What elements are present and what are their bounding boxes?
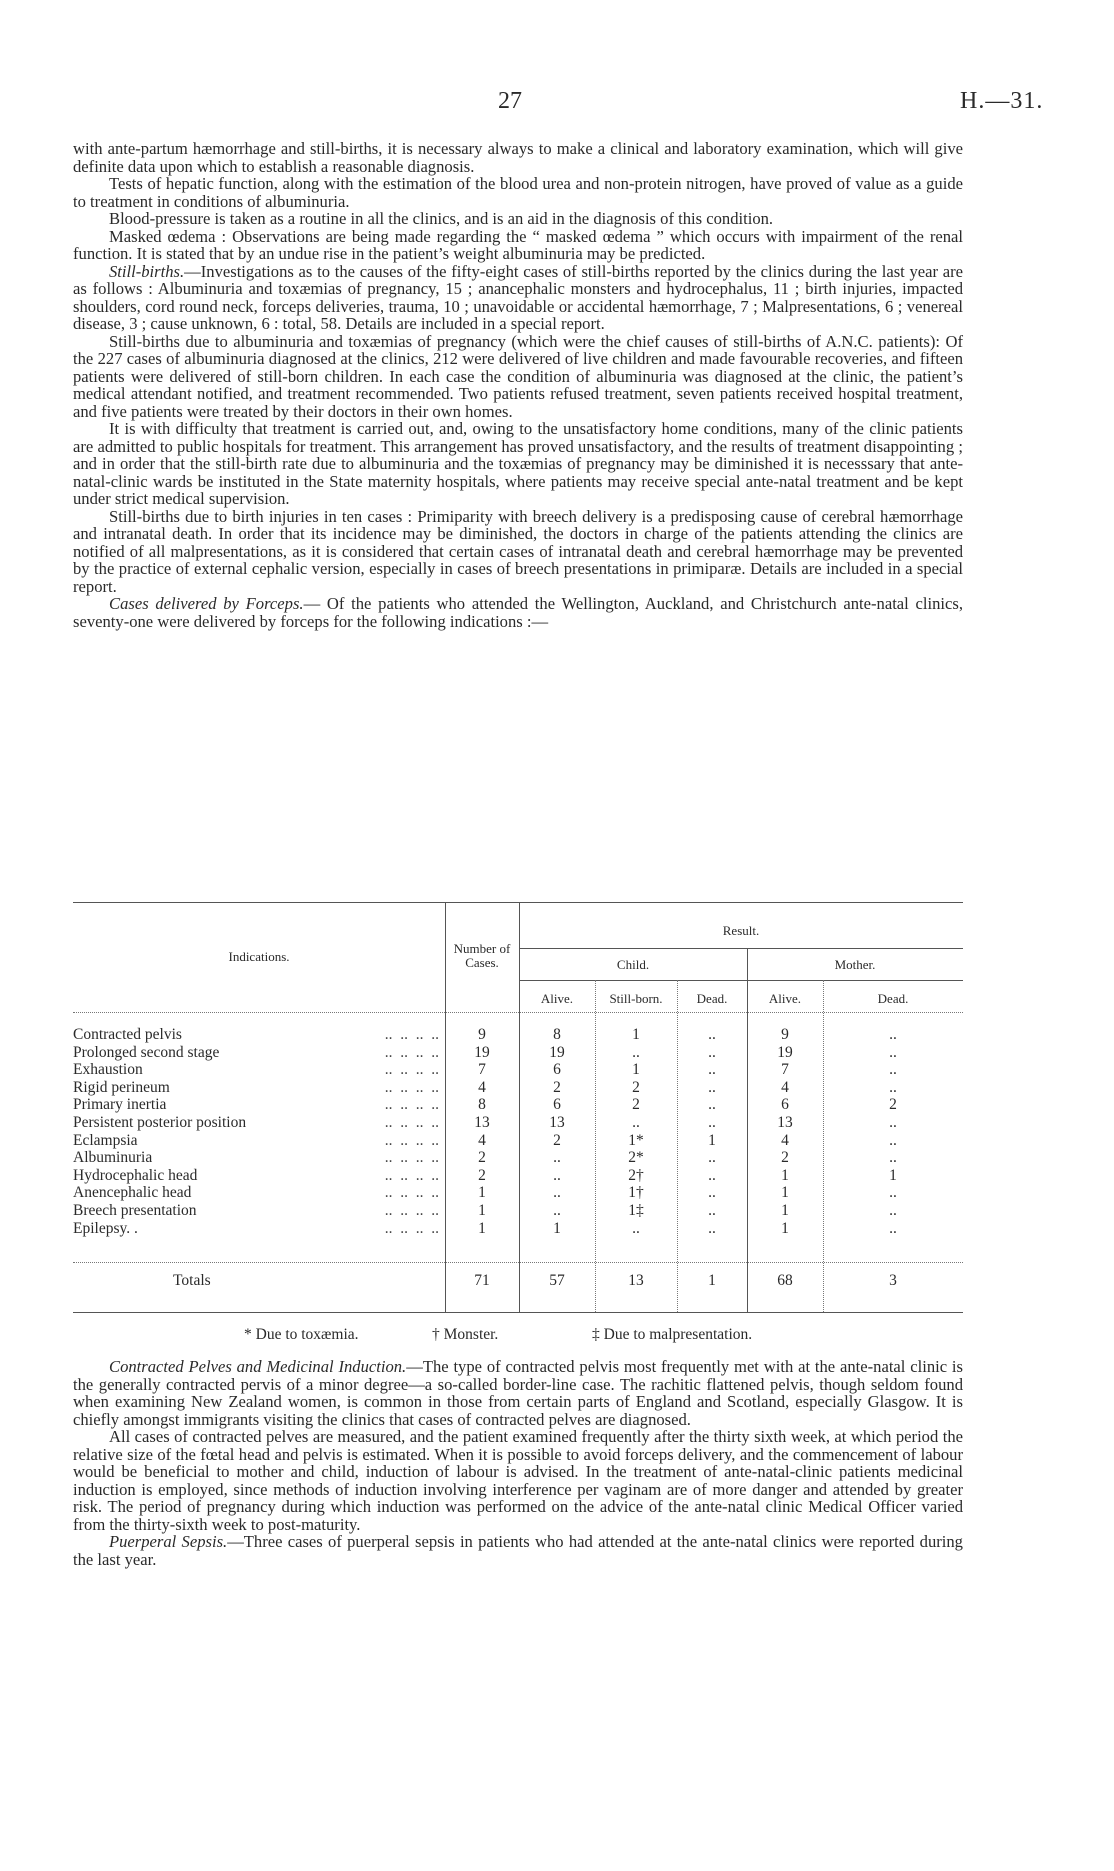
cell-mother-alive: 1 <box>781 1219 789 1237</box>
header-indications: Indications. <box>228 949 290 964</box>
totals-cases: 71 <box>474 1272 490 1289</box>
cell-cases: 7 <box>478 1061 486 1079</box>
paragraph-contracted-pelves: Contracted Pelves and Medicinal Induction.—The type of contracted pelvis most frequently met with at the ante-natal clinic is the generally contracted pervis of a minor degree—a so-called border-line case. The rachitic flattened pelvis, though seldom found when examining New Zealand women, is common in those from certain parts of England and Scotland, especially Glasgow. It is chiefly amongst immigrants visiting the clinics that cases of contracted pelves are diagnosed. <box>73 1357 963 1429</box>
header-mother: Mother. <box>834 957 876 972</box>
italic-lead: Still-births. <box>109 261 185 281</box>
cell-still-born: 1† <box>628 1184 644 1202</box>
cell-mother-dead: .. <box>889 1078 897 1096</box>
cell-cases: 9 <box>478 1026 486 1043</box>
row-indication: Contracted pelvis .. .. .. .. <box>73 1026 439 1043</box>
header-still-born: Still-born. <box>609 991 663 1006</box>
cell-mother-alive: 4 <box>781 1078 789 1096</box>
cell-cases: 1 <box>478 1219 486 1237</box>
cell-child-dead: .. <box>708 1149 716 1167</box>
cell-mother-dead: .. <box>889 1026 897 1043</box>
cell-child-alive: 6 <box>553 1061 561 1079</box>
italic-lead: Contracted Pelves and Medicinal Induction. <box>109 1357 407 1376</box>
totals-mother-alive: 68 <box>777 1272 793 1289</box>
cell-child-dead: .. <box>708 1096 716 1114</box>
row-indication: Epilepsy. . .. .. .. .. <box>73 1219 439 1237</box>
cell-child-alive: 19 <box>549 1043 565 1061</box>
cell-cases: 13 <box>474 1114 490 1131</box>
cell-mother-dead: .. <box>889 1149 897 1167</box>
cell-still-born: 2 <box>632 1078 640 1096</box>
outro-text <box>73 1358 963 1568</box>
paragraph: Masked œdema : Observations are being made regarding the “ masked œdema ” which occurs with impairment of the renal function. It is stated that by an undue rise in the patient’s weight albuminuria may be predicted. <box>73 226 963 263</box>
cell-child-alive: 13 <box>549 1114 565 1131</box>
row-indication: Persistent posterior position .. .. .. .. <box>73 1114 439 1131</box>
cell-mother-dead: .. <box>889 1061 897 1079</box>
cell-mother-alive: 1 <box>781 1202 789 1219</box>
cell-child-alive: .. <box>553 1166 561 1184</box>
paragraph: It is with difficulty that treatment is carried out, and, owing to the unsatisfactory home conditions, many of the clinic patients are admitted to public hospitals for treatment. This arrangement has proved unsatisfactory, and the results of treatment disappointing ; and in order that the still-birth rate due to albuminuria and the toxæmias of pregnancy may be diminished it is necesssary that ante-natal-clinic wards be instituted in the State maternity hospitals, where patients may receive special ante-natal treatment and be kept under strict medical supervision. <box>73 419 963 508</box>
italic-lead: Cases delivered by Forceps. <box>109 594 304 613</box>
header-child: Child. <box>616 957 650 972</box>
cell-cases: 2 <box>478 1166 486 1184</box>
footnote-toxaemia: * Due to toxæmia. <box>244 1326 359 1343</box>
cell-cases: 19 <box>474 1043 490 1061</box>
footnote-malpresentation: ‡ Due to malpresentation. <box>592 1326 753 1343</box>
cell-mother-alive: 1 <box>781 1166 789 1184</box>
cell-mother-alive: 13 <box>777 1114 793 1131</box>
cell-mother-dead: .. <box>889 1184 897 1202</box>
cell-child-alive: 2 <box>553 1078 561 1096</box>
cell-mother-alive: 6 <box>781 1096 789 1114</box>
document-reference: H.—31. <box>960 88 1044 114</box>
cell-mother-alive: 7 <box>781 1061 789 1079</box>
cell-cases: 1 <box>478 1184 486 1202</box>
totals-child-alive: 57 <box>549 1272 565 1289</box>
paragraph: Blood-pressure is taken as a routine in all the clinics, and is an aid in the diagnosis of this condition. <box>109 209 774 228</box>
cell-mother-alive: 4 <box>781 1131 789 1149</box>
cell-mother-alive: 2 <box>781 1149 789 1167</box>
cell-child-dead: .. <box>708 1114 716 1131</box>
cell-mother-alive: 1 <box>781 1184 789 1202</box>
cell-child-dead: .. <box>708 1026 716 1043</box>
cell-child-alive: 2 <box>553 1131 561 1149</box>
cell-cases: 2 <box>478 1149 486 1167</box>
cell-child-alive: 1 <box>553 1219 561 1237</box>
page-number: 27 <box>498 88 522 114</box>
cell-still-born: .. <box>632 1114 640 1131</box>
italic-lead: Puerperal Sepsis. <box>109 1532 228 1551</box>
cell-child-dead: .. <box>708 1202 716 1219</box>
paragraph: Tests of hepatic function, along with the estimation of the blood urea and non-protein nitrogen, have proved of value as a guide to treatment in conditions of albuminuria. <box>73 174 963 211</box>
cell-child-dead: .. <box>708 1219 716 1237</box>
intro-text <box>73 140 963 630</box>
cell-child-alive: 6 <box>553 1096 561 1114</box>
paragraph-forceps: Cases delivered by Forceps.— Of the patients who attended the Wellington, Auckland, and Christchurch ante-natal clinics, seventy-one were delivered by forceps for the following indications :— <box>73 594 963 631</box>
cell-still-born: 2* <box>628 1149 644 1167</box>
cell-still-born: 1 <box>632 1061 640 1079</box>
paragraph: All cases of contracted pelves are measured, and the patient examined frequently after the thirty sixth week, at which period the relative size of the fœtal head and pelvis is estimated. When it is possible to avoid forceps delivery, and the commencement of labour would be beneficial to mother and child, induction of labour is advised. In the treatment of ante-natal-clinic patients medicinal induction is employed, since methods of induction involving interference per vaginam are of more danger and attended by greater risk. The period of pregnancy during which induction was performed on the advice of the ante-natal clinic Medical Officer varied from the thirty-sixth week to post-maturity. <box>73 1427 963 1534</box>
cell-still-born: 1‡ <box>628 1202 644 1219</box>
cell-mother-dead: .. <box>889 1114 897 1131</box>
cell-still-born: 2 <box>632 1096 640 1114</box>
row-indication: Prolonged second stage .. .. .. .. <box>73 1043 439 1061</box>
cell-mother-dead: .. <box>889 1131 897 1149</box>
cell-mother-dead: .. <box>889 1202 897 1219</box>
forceps-indications-table <box>73 902 963 1314</box>
cell-child-alive: .. <box>553 1202 561 1219</box>
row-indication: Breech presentation .. .. .. .. <box>73 1202 439 1219</box>
row-indication: Rigid perineum .. .. .. .. <box>73 1078 439 1096</box>
cell-cases: 1 <box>478 1202 486 1219</box>
row-indication: Anencephalic head .. .. .. .. <box>73 1184 439 1202</box>
totals-mother-dead: 3 <box>889 1272 897 1289</box>
header-child-dead: Dead. <box>696 991 728 1006</box>
cell-child-dead: .. <box>708 1043 716 1061</box>
row-indication: Eclampsia .. .. .. .. <box>73 1131 439 1149</box>
cell-child-dead: .. <box>708 1184 716 1202</box>
cell-mother-alive: 9 <box>781 1026 789 1043</box>
cell-still-born: 1 <box>632 1026 640 1043</box>
cell-mother-alive: 19 <box>777 1043 793 1061</box>
totals-still-born: 13 <box>628 1272 644 1289</box>
cell-cases: 4 <box>478 1078 486 1096</box>
cell-child-dead: .. <box>708 1166 716 1184</box>
header-result: Result. <box>722 923 760 938</box>
header-mother-dead: Dead. <box>877 991 909 1006</box>
cell-still-born: .. <box>632 1043 640 1061</box>
cell-cases: 8 <box>478 1096 486 1114</box>
cell-cases: 4 <box>478 1131 486 1149</box>
totals-label: Totals <box>173 1272 211 1289</box>
row-indication: Primary inertia .. .. .. .. <box>73 1096 439 1114</box>
cell-child-alive: .. <box>553 1149 561 1167</box>
paragraph: Still-births due to albuminuria and toxæmias of pregnancy (which were the chief causes of still-births of A.N.C. patients): Of the 227 cases of albuminuria diagnosed at the clinics, 212 were delivered of live children and made favourable recoveries, and fifteen patients were delivered of still-born children. In each case the condition of albuminuria was diagnosed at the clinic, the patient’s medical attendant notified, and treatment recommended. Two patients refused treatment, seven patients received hospital treatment, and five patients were treated by their doctors in their own homes. <box>73 331 963 421</box>
header-number-of-cases: Number of Cases. <box>453 941 511 970</box>
row-indication: Exhaustion .. .. .. .. <box>73 1061 439 1079</box>
paragraph: with ante-partum hæmorrhage and still-births, it is necessary always to make a clinical and laboratory examination, which will give definite data upon which to establish a reasonable diagnosis. <box>73 139 963 176</box>
cell-mother-dead: 1 <box>889 1166 897 1184</box>
header-mother-alive: Alive. <box>768 991 802 1006</box>
cell-mother-dead: .. <box>889 1219 897 1237</box>
cell-child-dead: 1 <box>708 1131 716 1149</box>
header-child-alive: Alive. <box>540 991 574 1006</box>
row-indication: Hydrocephalic head .. .. .. .. <box>73 1166 439 1184</box>
footnote-monster: † Monster. <box>432 1326 499 1343</box>
cell-mother-dead: .. <box>889 1043 897 1061</box>
cell-still-born: 1* <box>628 1131 644 1149</box>
paragraph-puerperal-sepsis: Puerperal Sepsis.—Three cases of puerperal sepsis in patients who had attended at the ante-natal clinics were reported during the last year. <box>73 1532 963 1569</box>
cell-child-alive: .. <box>553 1184 561 1202</box>
cell-child-dead: .. <box>708 1078 716 1096</box>
cell-child-dead: .. <box>708 1061 716 1079</box>
cell-child-alive: 8 <box>553 1026 561 1043</box>
cell-mother-dead: 2 <box>889 1096 897 1114</box>
cell-still-born: .. <box>632 1219 640 1237</box>
totals-child-dead: 1 <box>708 1272 716 1289</box>
paragraph-still-births: Still-births.—Investigations as to the causes of the fifty-eight cases of still-births reported by the clinics during the last year are as follows : Albuminuria and toxæmias of pregnancy, 15 ; anancephalic monsters and hydrocephalus, 11 ; birth injuries, impacted shoulders, cord round neck, forceps deliveries, trauma, 10 ; unavoidable or accidental hæmorrhage, 7 ; Malpresentations, 6 ; venereal disease, 3 ; cause unknown, 6 : total, 58. Details are included in a special report. <box>73 261 963 333</box>
row-indication: Albuminuria .. .. .. .. <box>73 1149 439 1167</box>
paragraph: Still-births due to birth injuries in ten cases : Primiparity with breech delivery is a predisposing cause of cerebral hæmorrhage and intranatal death. In order that its incidence may be diminished, the doctors in charge of the patients attending the clinics are notified of all malpresentations, as it is considered that certain cases of intranatal death and cerebral hæmorrhage may be prevented by the practice of external cephalic version, especially in cases of breech presentations in primiparæ. Details are included in a special report. <box>73 506 963 596</box>
cell-still-born: 2† <box>628 1166 644 1184</box>
